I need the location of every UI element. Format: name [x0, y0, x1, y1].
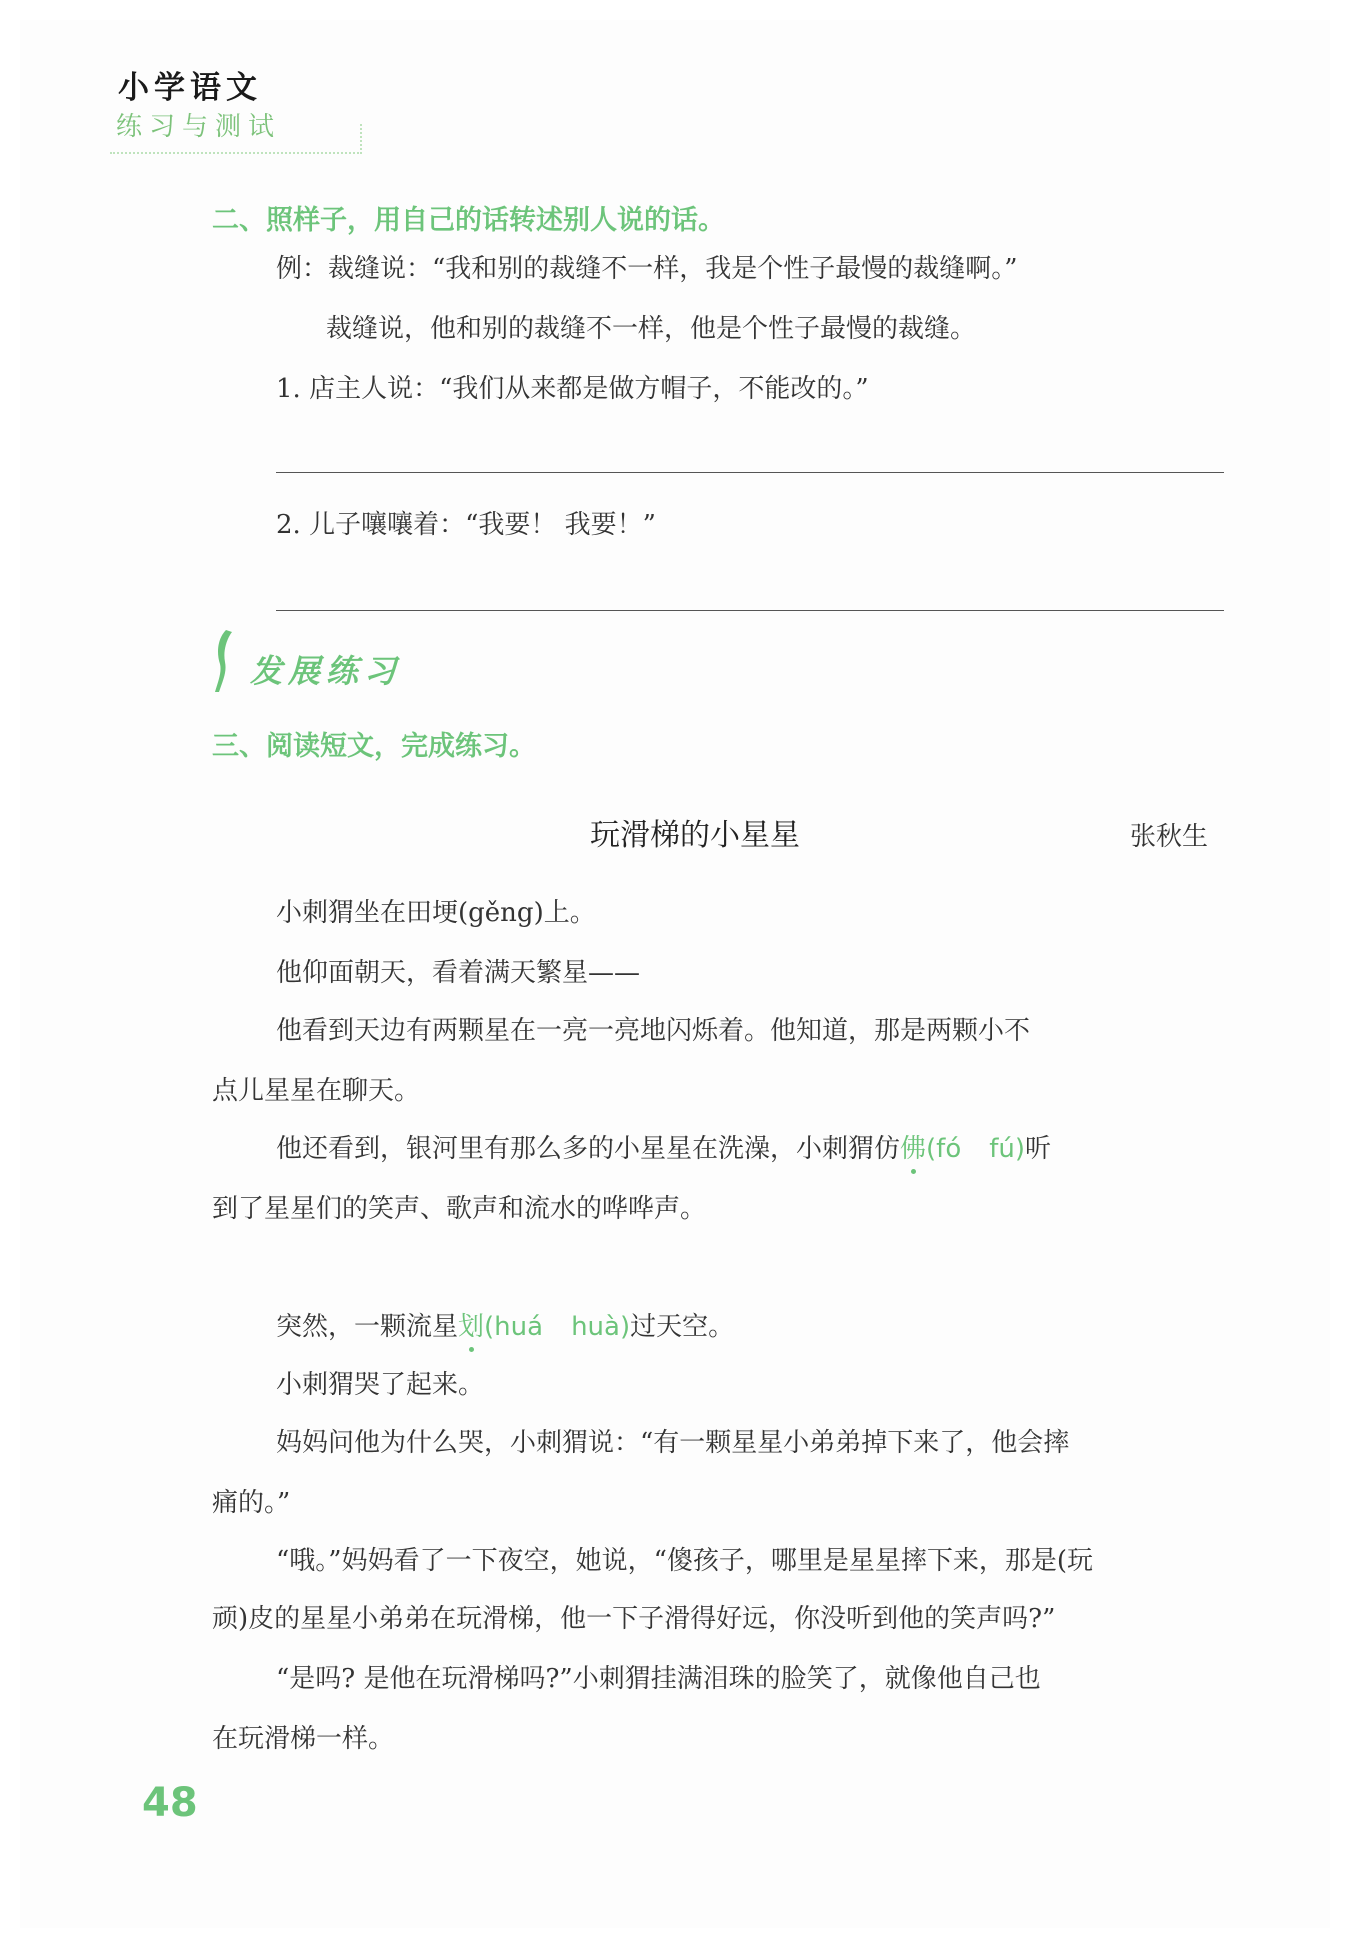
- p4-pinyin-option-b[interactable]: fú): [989, 1134, 1026, 1164]
- story-paragraph-7-line-1: 妈妈问他为什么哭，小刺猬说：“有一颗星星小弟弟掉下来了，他会摔: [276, 1428, 1070, 1458]
- story-paragraph-8-line-1: “哦。”妈妈看了一下夜空，她说，“傻孩子，哪里是星星摔下来，那是(玩: [276, 1546, 1094, 1576]
- story-paragraph-6: 小刺猬哭了起来。: [276, 1370, 485, 1400]
- p5-pinyin-option-b[interactable]: huà): [571, 1312, 631, 1342]
- book-subtitle: 练习与测试: [116, 112, 282, 142]
- story-paragraph-8-line-2: 顽)皮的星星小弟弟在玩滑梯，他一下子滑得好远，你没听到他的笑声吗?”: [212, 1604, 1056, 1634]
- story-paragraph-4-line-1: [276, 1136, 1051, 1162]
- question-1: 1. 店主人说：“我们从来都是做方帽子，不能改的。”: [276, 374, 869, 404]
- story-paragraph-9-line-2: 在玩滑梯一样。: [212, 1724, 395, 1754]
- p5-pinyin-option-a[interactable]: (huá: [484, 1312, 544, 1342]
- question-2: 2. 儿子嚷嚷着：“我要！ 我要！”: [276, 510, 656, 540]
- story-title: 玩滑梯的小星星: [590, 818, 800, 853]
- p4-marked-char: 佛: [900, 1134, 927, 1164]
- brush-stroke-icon: [212, 628, 234, 694]
- p5-marked-char: 划: [458, 1312, 485, 1342]
- story-author: 张秋生: [1130, 822, 1209, 852]
- p4-pinyin-option-a[interactable]: (fó: [926, 1134, 962, 1164]
- story-paragraph-1: 小刺猬坐在田埂(gěng)上。: [276, 898, 596, 928]
- p5-text-before: 突然，一颗流星: [276, 1312, 459, 1342]
- story-paragraph-9-line-1: “是吗? 是他在玩滑梯吗?”小刺猬挂满泪珠的脸笑了，就像他自己也: [276, 1664, 1041, 1694]
- story-paragraph-4-line-2: 到了星星们的笑声、歌声和流水的哗哗声。: [212, 1194, 707, 1224]
- banner-label: 发展练习: [250, 652, 403, 690]
- story-paragraph-2: 他仰面朝天，看着满天繁星——: [276, 958, 641, 988]
- example-quote: 例：裁缝说：“我和别的裁缝不一样，我是个性子最慢的裁缝啊。”: [276, 254, 1018, 284]
- page-number: 48: [142, 1780, 198, 1826]
- p5-text-after: 过天空。: [630, 1312, 735, 1342]
- page: [20, 20, 1330, 1928]
- section-2-heading: 二、照样子，用自己的话转述别人说的话。: [212, 205, 725, 236]
- p4-text-before: 他还看到，银河里有那么多的小星星在洗澡，小刺猬仿: [276, 1134, 901, 1164]
- story-paragraph-3-line-1: 他看到天边有两颗星在一亮一亮地闪烁着。他知道，那是两颗小不: [276, 1016, 1031, 1046]
- example-answer: 裁缝说，他和别的裁缝不一样，他是个性子最慢的裁缝。: [326, 314, 977, 344]
- answer-line-2[interactable]: [276, 610, 1224, 611]
- story-paragraph-7-line-2: 痛的。”: [212, 1488, 291, 1518]
- book-title: 小学语文: [118, 70, 262, 106]
- section-3-heading: 三、阅读短文，完成练习。: [212, 731, 536, 762]
- story-paragraph-5: [276, 1314, 734, 1340]
- answer-line-1[interactable]: [276, 472, 1224, 473]
- p4-text-after: 听: [1025, 1134, 1052, 1164]
- story-paragraph-3-line-2: 点儿星星在聊天。: [212, 1076, 421, 1106]
